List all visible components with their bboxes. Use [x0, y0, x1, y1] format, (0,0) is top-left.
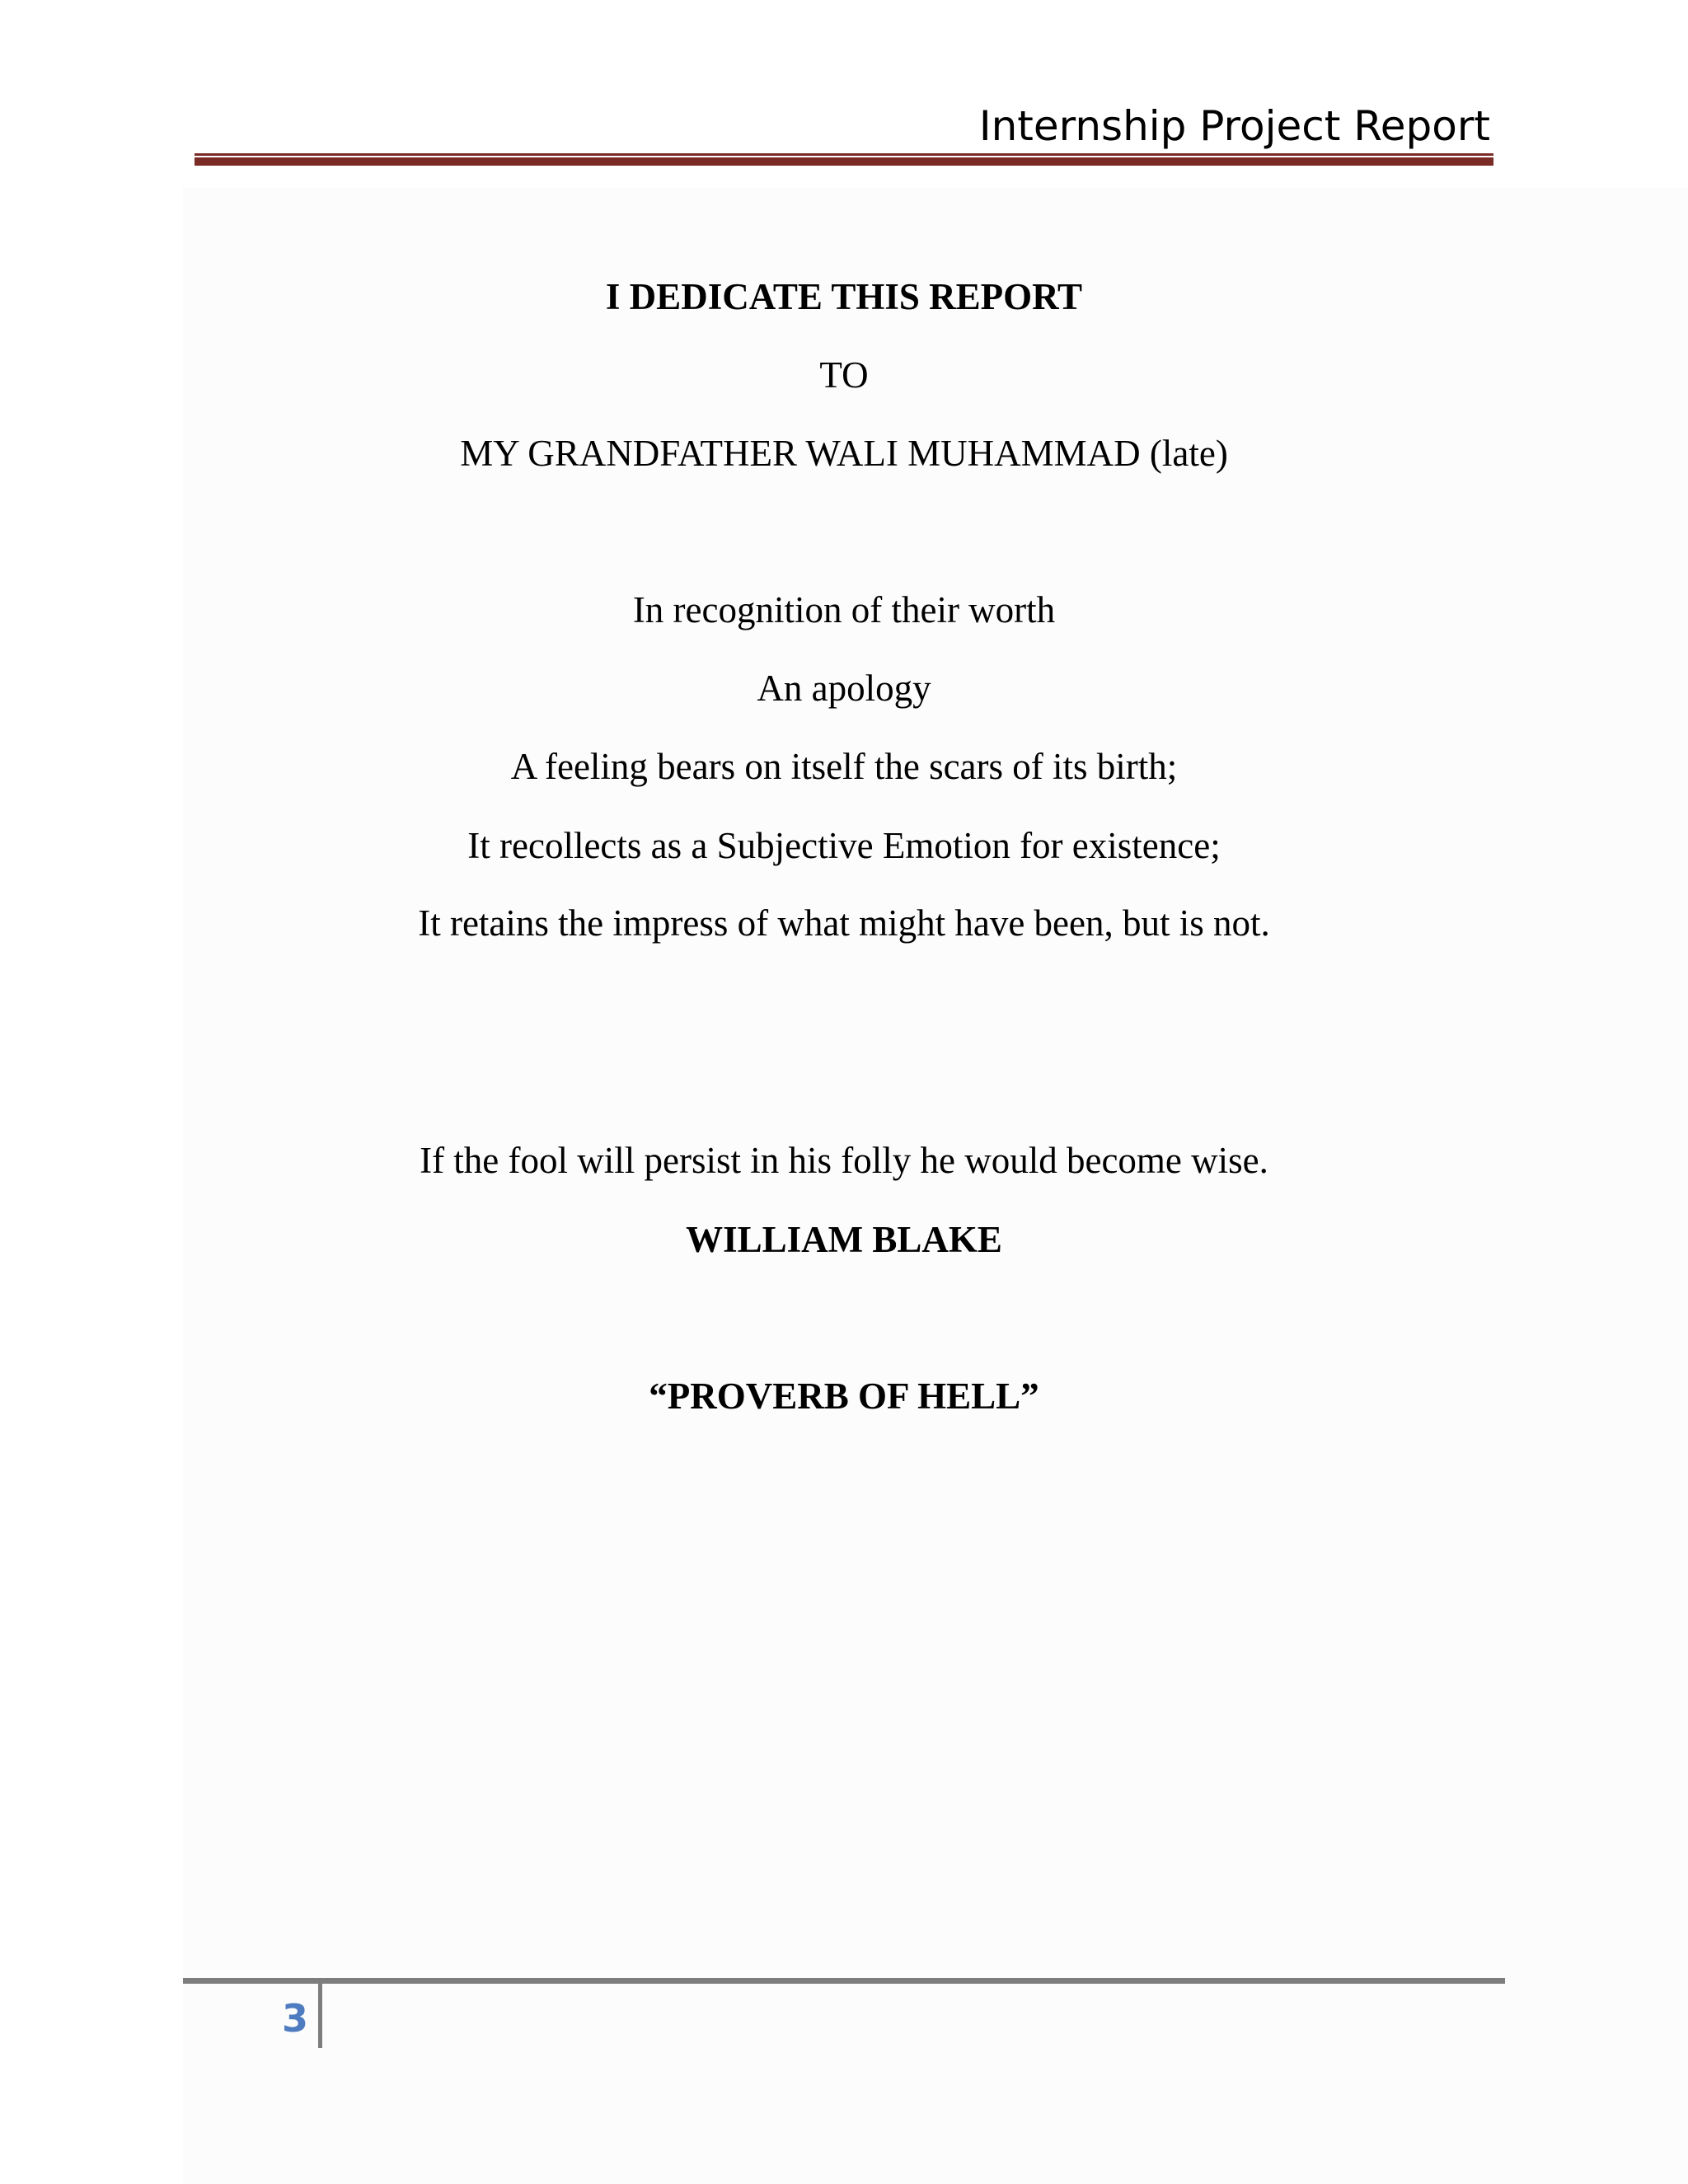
dedication-to: TO — [819, 354, 869, 396]
dedication-heading: I DEDICATE THIS REPORT — [605, 276, 1083, 317]
quote-text: If the fool will persist in his folly he would become wise. — [420, 1140, 1268, 1181]
verse-line: A feeling bears on itself the scars of its birth; — [510, 746, 1178, 787]
verse-line: In recognition of their worth — [632, 589, 1056, 630]
dedication-person: MY GRANDFATHER WALI MUHAMMAD (late) — [460, 433, 1228, 474]
quote-source: “PROVERB OF HELL” — [649, 1376, 1039, 1417]
footer-divider — [318, 1984, 322, 2048]
footer-rule — [183, 1978, 1505, 1984]
verse-line: It recollects as a Subjective Emotion for existence; — [467, 825, 1221, 866]
quote-author: WILLIAM BLAKE — [686, 1219, 1002, 1260]
verse-line: An apology — [757, 668, 931, 709]
header-title: Internship Project Report — [978, 102, 1490, 150]
header-rule-thick — [195, 157, 1493, 166]
page-body — [183, 188, 1688, 2184]
page-number: 3 — [281, 1996, 308, 2041]
header-rule-thin — [195, 153, 1493, 156]
verse-line: It retains the impress of what might have been, but is not. — [418, 902, 1270, 944]
